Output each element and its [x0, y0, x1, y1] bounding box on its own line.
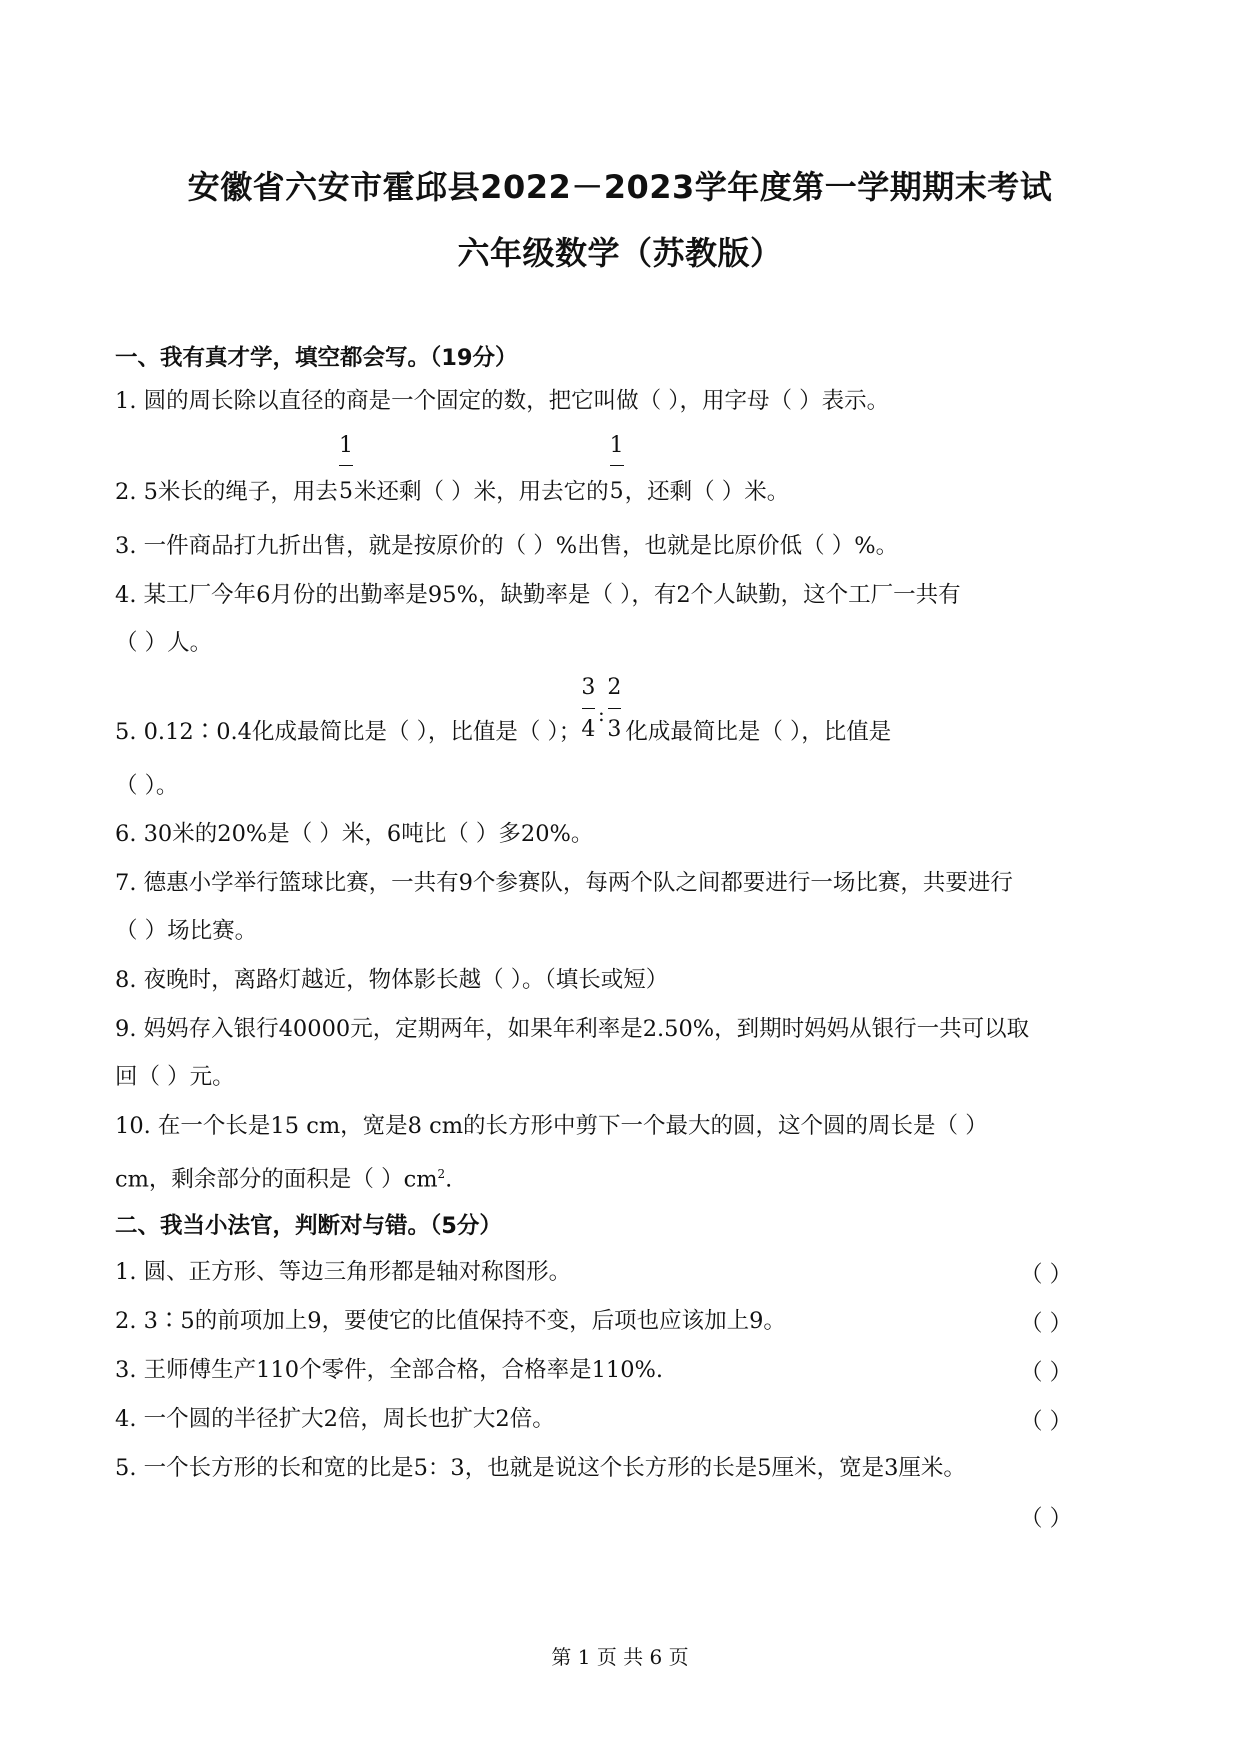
question-4-line2: （ ）人。	[115, 630, 213, 656]
section1-heading: 一、我有真才学，填空都会写。（19分）	[115, 345, 518, 371]
answer-paren-2[interactable]: （ ）	[1020, 1311, 1073, 1337]
fraction-one-fifth	[338, 433, 354, 507]
question-6: 6. 30米的20%是（ ）米，6吨比（ ）多20%。	[115, 821, 594, 847]
fraction-bar	[608, 708, 621, 709]
exam-title: 安徽省六安市霍邱县2022－2023学年度第一学期期末考试	[187, 168, 1053, 206]
question-4-line1: 4. 某工厂今年6月份的出勤率是95%，缺勤率是（ ），有2个人缺勤，这个工厂一共有	[115, 582, 961, 608]
superscript-2: 2	[437, 1167, 446, 1181]
question-5	[115, 675, 892, 747]
question-10-line2	[115, 1159, 452, 1195]
question-1: 1. 圆的周长除以直径的商是一个固定的数，把它叫做（ ），用字母（ ）表示。	[115, 388, 890, 414]
fraction-bar	[582, 708, 595, 709]
q5-text-b: 化成最简比是（ ），比值是	[625, 719, 892, 745]
fraction-numerator: 1	[609, 433, 624, 458]
question-3: 3. 一件商品打九折出售，就是按原价的（ ）%出售，也就是比原价低（ ）%。	[115, 533, 899, 559]
question-7-line1: 7. 德惠小学举行篮球比赛，一共有9个参赛队，每两个队之间都要进行一场比赛，共要进行	[115, 870, 1013, 896]
q5-text-a: 5. 0.12∶0.4化成最简比是（ ），比值是（ ）；	[115, 719, 582, 745]
question-5-line2: （ ）。	[115, 773, 179, 799]
fraction-bar	[339, 465, 353, 466]
exam-subtitle: 六年级数学（苏教版）	[457, 234, 783, 272]
answer-paren-4[interactable]: （ ）	[1020, 1409, 1073, 1435]
fraction-numerator: 1	[338, 433, 353, 458]
section2-heading: 二、我当小法官，判断对与错。（5分）	[115, 1213, 502, 1239]
q10-end: .	[445, 1166, 453, 1193]
fraction-denominator: 5	[609, 479, 624, 504]
ratio-denominator-1: 4	[581, 717, 596, 742]
ratio-numerator-2: 2	[607, 675, 622, 700]
question-7-line2: （ ）场比赛。	[115, 918, 258, 944]
judge-item-2: 2. 3∶5的前项加上9，要使它的比值保持不变，后项也应该加上9。	[115, 1308, 786, 1334]
q10-text: cm，剩余部分的面积是（ ）cm	[115, 1166, 438, 1193]
judge-item-3: 3. 王师傅生产110个零件，全部合格，合格率是110%.	[115, 1357, 664, 1383]
page-number: 第 1 页 共 6 页	[551, 1645, 689, 1669]
ratio-colon: :	[597, 702, 605, 726]
q2-text-a: 2. 5米长的绳子，用去	[115, 479, 338, 505]
question-9-line2: 回（ ）元。	[115, 1064, 235, 1090]
question-9-line1: 9. 妈妈存入银行40000元，定期两年，如果年利率是2.50%，到期时妈妈从银行一共可以取	[115, 1016, 1030, 1042]
fraction-bar	[610, 465, 624, 466]
fraction-ratio	[581, 675, 625, 747]
judge-item-1: 1. 圆、正方形、等边三角形都是轴对称图形。	[115, 1259, 572, 1285]
ratio-denominator-2: 3	[607, 717, 622, 742]
fraction-denominator: 5	[338, 479, 353, 504]
judge-item-4: 4. 一个圆的半径扩大2倍，周长也扩大2倍。	[115, 1406, 555, 1432]
question-8: 8. 夜晚时，离路灯越近，物体影长越（ ）。（填长或短）	[115, 967, 669, 993]
judge-item-5: 5. 一个长方形的长和宽的比是5：3，也就是说这个长方形的长是5厘米，宽是3厘米。	[115, 1455, 966, 1481]
answer-paren-1[interactable]: （ ）	[1020, 1262, 1073, 1288]
fraction-one-fifth	[609, 433, 625, 507]
question-2	[115, 433, 790, 507]
question-10-line1: 10. 在一个长是15 cm，宽是8 cm的长方形中剪下一个最大的圆，这个圆的周长是（ ）	[115, 1113, 988, 1139]
answer-paren-5[interactable]: （ ）	[1020, 1506, 1073, 1532]
q2-text-c: ，还剩（ ）米。	[624, 479, 790, 505]
answer-paren-3[interactable]: （ ）	[1020, 1360, 1073, 1386]
ratio-numerator-1: 3	[581, 675, 596, 700]
q2-text-b: 米还剩（ ）米，用去它的	[353, 479, 609, 505]
